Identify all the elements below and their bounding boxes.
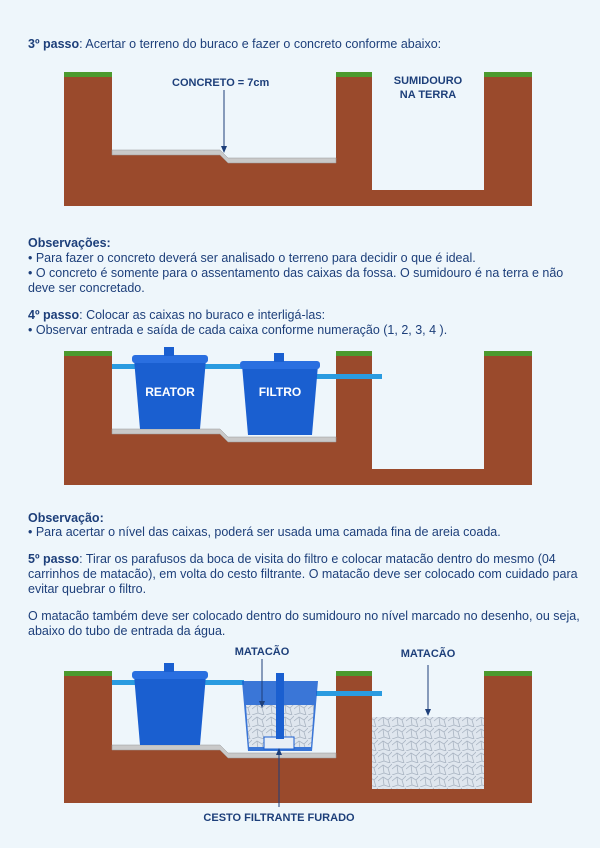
- inlet-pipe: [112, 364, 136, 369]
- reator-tank: [134, 675, 206, 745]
- sink-label: NA TERRA: [399, 89, 457, 101]
- reator-lid: [132, 671, 208, 679]
- grass: [64, 671, 112, 676]
- grass: [484, 671, 532, 676]
- diagram-concrete: [0, 70, 600, 210]
- sink-label: SUMIDOURO: [393, 75, 463, 87]
- reator-label: REATOR: [145, 385, 195, 399]
- inlet-pipe: [112, 680, 136, 685]
- connection-pipe: [204, 364, 244, 369]
- reator-cap: [164, 663, 174, 672]
- step4-line: • Observar entrada e saída de cada caixa conforme numeração (1, 2, 3, 4 ).: [28, 323, 448, 337]
- matacao-label: MATACÃO: [400, 648, 456, 660]
- filtro-label: FILTRO: [258, 385, 302, 399]
- arrow-head: [425, 709, 431, 716]
- filtro-lid: [240, 361, 320, 369]
- reator-cap: [164, 347, 174, 356]
- basket-tube: [276, 673, 284, 739]
- reator-lid: [132, 355, 208, 363]
- grass: [484, 72, 532, 77]
- grass: [64, 351, 112, 356]
- observacoes-line: • Para fazer o concreto deverá ser analisado o terreno para decidir o que é ideal.: [28, 251, 476, 265]
- grass: [336, 72, 372, 77]
- filtro-tank: [242, 365, 318, 435]
- step4-text: 4º passo: Colocar as caixas no buraco e interligá-las:: [28, 308, 326, 322]
- step5-line: carrinhos de matacão), em volta do cesto filtrante. O matacão deve ser colocado com cuidado para: [28, 567, 578, 581]
- step5-text: 5º passo: Tirar os parafusos da boca de visita do filtro e colocar matacão dentro do mesmo (04: [28, 552, 556, 566]
- step3-text: 3º passo: Acertar o terreno do buraco e fazer o concreto conforme abaixo:: [28, 37, 442, 51]
- concrete-label: CONCRETO = 7cm: [172, 77, 270, 89]
- grass: [484, 351, 532, 356]
- grass: [336, 351, 372, 356]
- matacao-label: MATACÃO: [234, 646, 290, 658]
- sink-stones: [372, 717, 484, 789]
- outlet-pipe: [316, 374, 382, 379]
- diagram-tanks: [0, 345, 600, 490]
- observacoes-heading: Observações:: [28, 236, 111, 250]
- outlet-pipe: [316, 691, 382, 696]
- matacao-paragraph: abaixo do tubo de entrada da água.: [28, 624, 226, 638]
- soil: [64, 76, 532, 206]
- filtro-cap: [274, 353, 284, 362]
- basket-label: CESTO FILTRANTE FURADO: [203, 812, 355, 824]
- grass: [64, 72, 112, 77]
- observacao-line: • Para acertar o nível das caixas, poderá ser usada uma camada fina de areia coada.: [28, 525, 501, 539]
- observacao-heading: Observação:: [28, 511, 104, 525]
- matacao-paragraph: O matacão também deve ser colocado dentro do sumidouro no nível marcado no desenho, ou seja,: [28, 609, 580, 623]
- observacoes-line: • O concreto é somente para o assentamento das caixas da fossa. O sumidouro é na terra e não: [28, 266, 564, 280]
- step5-line: evitar quebrar o filtro.: [28, 582, 147, 596]
- grass: [336, 671, 372, 676]
- diagram-matacao: [0, 643, 600, 828]
- observacoes-line: deve ser concretado.: [28, 281, 145, 295]
- connection-pipe: [204, 680, 244, 685]
